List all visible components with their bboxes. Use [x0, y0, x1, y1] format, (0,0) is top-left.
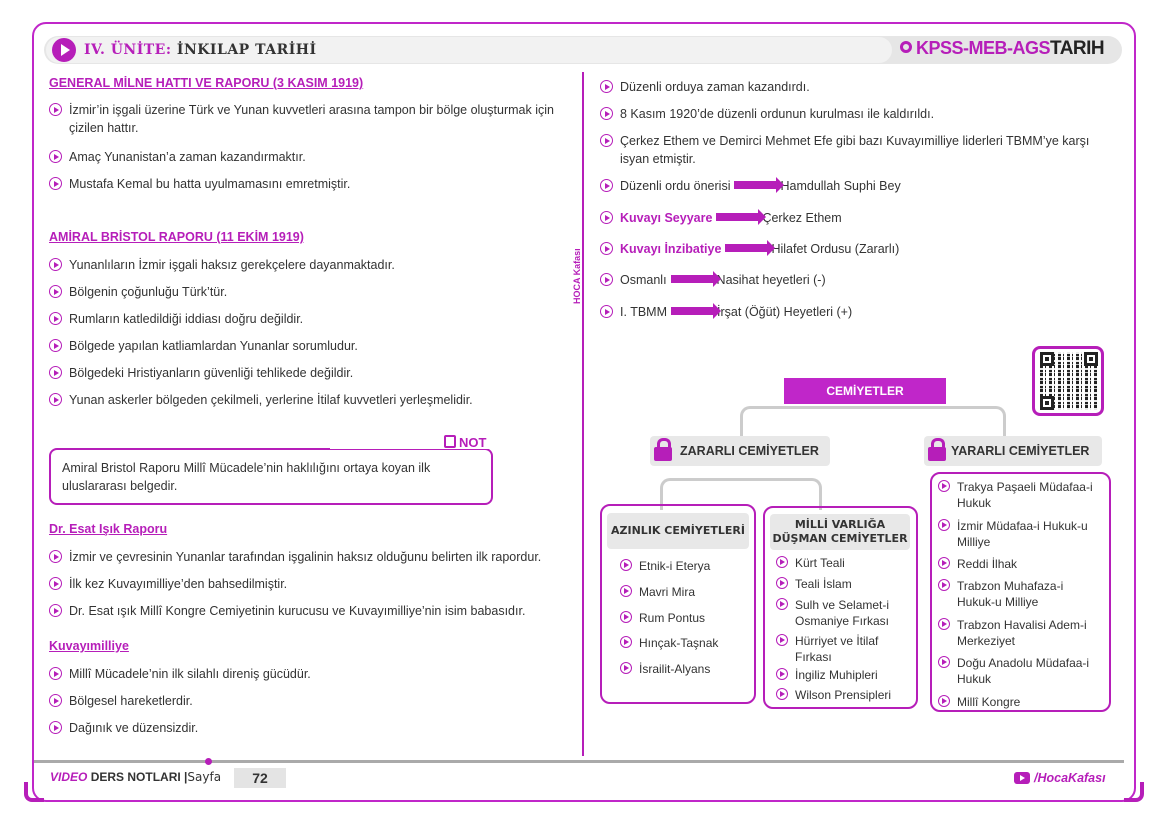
play-bullet-icon — [776, 634, 788, 646]
list-item: Hürriyet ve İtilaf Fırkası — [776, 633, 916, 665]
play-bullet-icon — [620, 636, 632, 648]
footer-dot — [205, 758, 212, 765]
side-logo: HOCA Kafası — [572, 248, 582, 304]
tag-useful: YARARLI CEMİYETLER — [924, 436, 1102, 466]
list-item: Amaç Yunanistan’a zaman kazandırmaktır. — [49, 148, 569, 166]
note-label: NOT — [444, 435, 486, 450]
brand-logo: KPSS-MEB-AGSTARIH — [900, 38, 1104, 60]
play-bullet-icon — [600, 273, 613, 286]
pair-item: Osmanlı Nasihat heyetleri (-) — [600, 271, 1120, 289]
tag-harmful: ZARARLI CEMİYETLER — [650, 436, 830, 466]
list-item: Çerkez Ethem ve Demirci Mehmet Efe gibi bazı Kuvayımilliye liderleri TBMM’ye karşı isyan etmiştir. — [600, 132, 1120, 168]
list-item: Rumların katledildiği iddiası doğru değildir. — [49, 310, 569, 328]
list-item: Trakya Paşaeli Müdafaa-i Hukuk — [938, 479, 1104, 511]
list-item: Bölgesel hareketlerdir. — [49, 692, 569, 710]
tree-root: CEMİYETLER — [784, 378, 946, 404]
arrow-right-icon — [671, 275, 715, 283]
list-item: İngiliz Muhipleri — [776, 667, 916, 683]
play-bullet-icon — [49, 393, 62, 406]
list-item: Kürt Teali — [776, 555, 916, 571]
list-item: Etnik-i Eterya — [620, 558, 750, 574]
list-item: Bölgenin çoğunluğu Türk’tür. — [49, 283, 569, 301]
list-item: Bölgedeki Hristiyanların güvenliği tehlikede değildir. — [49, 364, 569, 382]
list-item: Mustafa Kemal bu hatta uyulmamasını emretmiştir. — [49, 175, 569, 193]
list-item: Trabzon Muhafaza-i Hukuk-u Milliye — [938, 578, 1104, 610]
list-item: Hınçak-Taşnak — [620, 635, 750, 651]
list-item: İzmir ve çevresinin Yunanlar tarafından işgalinin haksız olduğunu belirten ilk rapordur. — [49, 548, 569, 566]
play-bullet-icon — [776, 598, 788, 610]
play-bullet-icon — [938, 519, 950, 531]
list-item: Teali İslam — [776, 576, 916, 592]
pair-item: Kuvayı Seyyare Çerkez Ethem — [600, 209, 1120, 227]
play-bullet-icon — [938, 656, 950, 668]
play-bullet-icon — [776, 688, 788, 700]
list-item: Trabzon Havalisi Adem-i Merkeziyet — [938, 617, 1104, 649]
list-item: Sulh ve Selamet-i Osmaniye Fırkası — [776, 597, 916, 629]
play-bullet-icon — [938, 579, 950, 591]
list-item: Mavri Mira — [620, 584, 750, 600]
play-bullet-icon — [620, 662, 632, 674]
list-item: Dağınık ve düzensizdir. — [49, 719, 569, 737]
play-bullet-icon — [938, 618, 950, 630]
play-bullet-icon — [49, 258, 62, 271]
play-bullet-icon — [49, 667, 62, 680]
youtube-icon[interactable] — [1014, 772, 1030, 784]
list-item: İzmir’in işgali üzerine Türk ve Yunan kuvvetleri arasına tampon bir bölge oluşturmak için çizilen hattır. — [49, 101, 569, 137]
list-item: Yunanlıların İzmir işgali haksız gerekçelere dayanmaktadır. — [49, 256, 569, 274]
play-bullet-icon — [938, 695, 950, 707]
play-bullet-icon — [938, 557, 950, 569]
play-icon[interactable] — [52, 38, 76, 62]
arrow-right-icon — [734, 181, 778, 189]
lock-icon — [928, 438, 946, 460]
list-item: İlk kez Kuvayımilliye’den bahsedilmiştir. — [49, 575, 569, 593]
play-bullet-icon — [776, 577, 788, 589]
arrow-right-icon — [671, 307, 715, 315]
section-title-milne: GENERAL MİLNE HATTI VE RAPORU (3 KASIM 1919) — [49, 76, 364, 90]
play-bullet-icon — [776, 668, 788, 680]
arrow-right-icon — [725, 244, 769, 252]
channel-link[interactable]: /HocaKafası — [1034, 771, 1106, 785]
list-item: Düzenli orduya zaman kazandırdı. — [600, 78, 1120, 96]
box-national-title: MİLLİ VARLIĞA DÜŞMAN CEMİYETLER — [770, 514, 910, 550]
play-bullet-icon — [49, 339, 62, 352]
column-divider — [582, 72, 584, 756]
play-bullet-icon — [49, 604, 62, 617]
page-number: 72 — [234, 768, 286, 788]
play-bullet-icon — [600, 107, 613, 120]
list-item: Millî Kongre — [938, 694, 1104, 710]
section-title-kuvayimilliye: Kuvayımilliye — [49, 639, 129, 653]
list-item: Wilson Prensipleri — [776, 687, 916, 703]
play-bullet-icon — [49, 366, 62, 379]
play-bullet-icon — [49, 577, 62, 590]
note-text: Amiral Bristol Raporu Millî Mücadele’nin haklılığını ortaya koyan ilk uluslararası belgedir. — [62, 461, 431, 493]
note-icon — [444, 435, 456, 448]
play-bullet-icon — [938, 480, 950, 492]
pair-item: Düzenli ordu önerisi Hamdullah Suphi Bey — [600, 177, 1120, 195]
list-item: İsrailit-Alyans — [620, 661, 750, 677]
play-bullet-icon — [600, 179, 613, 192]
ring-icon — [900, 41, 912, 53]
list-item: 8 Kasım 1920’de düzenli ordunun kurulması ile kaldırıldı. — [600, 105, 1120, 123]
arrow-right-icon — [716, 213, 760, 221]
list-item: Reddi İlhak — [938, 556, 1104, 572]
play-bullet-icon — [620, 611, 632, 623]
footer-line — [34, 760, 1124, 763]
list-item: Bölgede yapılan katliamlardan Yunanlar sorumludur. — [49, 337, 569, 355]
section-title-esat: Dr. Esat Işık Raporu — [49, 522, 168, 536]
play-bullet-icon — [49, 694, 62, 707]
list-item: İzmir Müdafaa-i Hukuk-u Milliye — [938, 518, 1104, 550]
play-bullet-icon — [49, 312, 62, 325]
qr-finder — [1040, 352, 1054, 366]
play-bullet-icon — [620, 585, 632, 597]
tree-connector — [740, 406, 1006, 438]
pair-item: Kuvayı İnzibatiye Hilafet Ordusu (Zararlı) — [600, 240, 1120, 258]
footer-label: VIDEO DERS NOTLARI |Sayfa — [50, 770, 222, 784]
play-bullet-icon — [600, 80, 613, 93]
play-bullet-icon — [620, 559, 632, 571]
corner-ornament — [1124, 782, 1144, 802]
list-item: Dr. Esat ışık Millî Kongre Cemiyetinin kurucusu ve Kuvayımilliye’nin isim babasıdır. — [49, 602, 569, 620]
play-bullet-icon — [49, 103, 62, 116]
play-bullet-icon — [49, 550, 62, 563]
lock-icon — [654, 438, 672, 460]
box-minority-title: AZINLIK CEMİYETLERİ — [607, 513, 749, 549]
list-item: Rum Pontus — [620, 610, 750, 626]
qr-finder — [1040, 396, 1054, 410]
play-bullet-icon — [49, 177, 62, 190]
play-bullet-icon — [600, 305, 613, 318]
play-bullet-icon — [600, 242, 613, 255]
list-item: Millî Mücadele’nin ilk silahlı direniş gücüdür. — [49, 665, 569, 683]
corner-ornament — [24, 782, 44, 802]
play-bullet-icon — [600, 211, 613, 224]
play-bullet-icon — [49, 285, 62, 298]
list-item: Doğu Anadolu Müdafaa-i Hukuk — [938, 655, 1104, 687]
play-bullet-icon — [49, 721, 62, 734]
list-item: Yunan askerler bölgeden çekilmeli, yerlerine İtilaf kuvvetleri yerleşmelidir. — [49, 391, 569, 409]
play-bullet-icon — [49, 150, 62, 163]
play-bullet-icon — [776, 556, 788, 568]
qr-finder — [1084, 352, 1098, 366]
section-title-bristol: AMİRAL BRİSTOL RAPORU (11 EKİM 1919) — [49, 230, 304, 244]
unit-title: IV. ÜNİTE: İNKILAP TARİHİ — [84, 42, 317, 58]
pair-item: I. TBMM İrşat (Öğüt) Heyetleri (+) — [600, 303, 1120, 321]
play-bullet-icon — [600, 134, 613, 147]
